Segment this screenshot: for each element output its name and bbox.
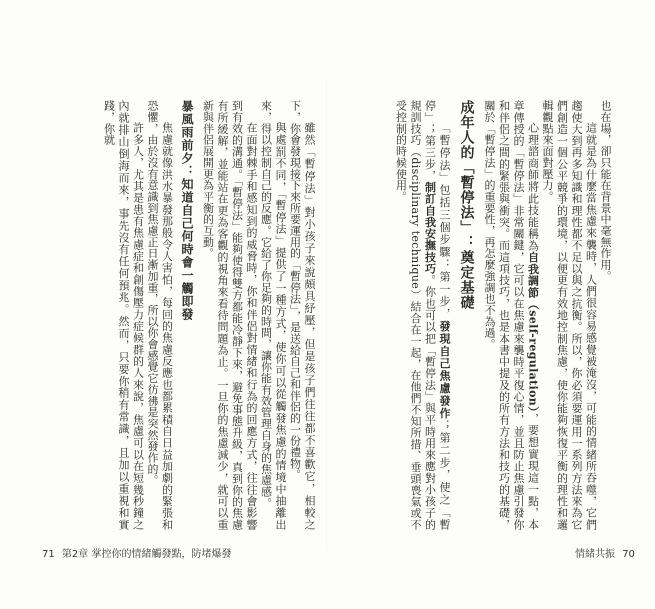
book-gutter xyxy=(326,80,327,550)
paragraph xyxy=(482,100,540,530)
right-page-footer xyxy=(575,545,639,560)
emphasis-term: 制訂自我安撫技巧 xyxy=(423,181,437,275)
page-number: 70 xyxy=(622,549,635,560)
left-page-footer xyxy=(38,545,231,560)
emphasis-term: 發現自己焦慮發作 xyxy=(438,320,451,420)
paragraph: 也在場，卻只能在背景中毫無作用。 xyxy=(599,100,612,282)
right-page-body xyxy=(328,100,612,530)
paragraph: 與處罰不同，「暫停法」提供了一種方式，使你可以從觸發焦慮的情境中抽離出來，得以控制自己的反應。它給了你足夠的時間，讓你能有效管理自身的焦慮感。 xyxy=(259,100,287,530)
paragraph: 這就是為什麼當焦慮來襲時，人們很容易感覺被淹沒，可能的情緒所吞噬，它們趨使大到再多知識和理性都不足以與之抗衡。所以，你必須要運用一系列方法來為它們創造一個公平競爭的環境，以便更有效地控制焦慮，使你能夠恢復平衡的理性和邏輯觀點來面對壓力。 xyxy=(541,100,598,530)
paragraph: 雖然「暫停法」對小孩子來說頗具紓壓，但是孩子們往往都不喜歡它，相較之下，你會發現接下來所要運用的「暫停法」，是送給自己和伴侶的一份禮物。 xyxy=(288,100,316,530)
paragraph xyxy=(393,100,451,530)
paragraph: 許多人，尤其是患有焦慮症和創傷壓力症候群的人來說，焦慮可以在短幾秒鐘之內就排山倒海而來，事先沒有任何預兆。然而，只要你稍有常識，且加以重視和實踐，你就 xyxy=(102,100,145,530)
left-page-body xyxy=(40,100,316,530)
text-run: ，要想實現這一點，本章傳授的「暫停法」非常關鍵，它可以在焦慮來襲時平復心情，並且防止焦慮引發你和伴侶之間的緊張與衝突。而這項技巧，也是本書中提及的所有方法和技巧的基礎，關於「暫停法」的重要性，再怎麼強調也不為過。 xyxy=(483,100,540,530)
chapter-title: 掌控你的情緒觸發點，防堵爆發 xyxy=(91,549,232,560)
paragraph: 在面對棘手和感知到的威脅時，你和伴侶對情緒和行為的回應方式，往往會影響到有效的溝通。「暫停法」能夠使得雙方都能冷靜下來，避免事態升級，真到你的焦慮有所緩解，並能站在更為客觀的視角來看待問題為止。一旦你的焦慮減少，就可以重新與伴侶展開更為平衡的互動。 xyxy=(201,100,258,530)
emphasis-term: 自我調節（self-regulation） xyxy=(526,251,540,413)
paragraph: 焦慮就像洪水暴發那般令人害怕，每回的焦慮反應也都累積自日益加劇的緊張和恐懼，由於沒有意識到焦慮正日漸加重，所以你會感覺它彷彿是突然發作的。 xyxy=(146,100,174,530)
section-heading: 暴風雨前夕：知道自己何時會一觸即發 xyxy=(180,100,194,321)
text-run: 「暫停法」包括三個步驟：第一步， xyxy=(438,122,451,321)
page-number: 71 xyxy=(42,549,55,560)
chapter-label: 第2章 xyxy=(61,549,89,560)
book-title: 情緒共振 xyxy=(575,549,615,560)
text-run: ；第二步，使之「暫停」；第三步， xyxy=(423,100,451,530)
section-heading: 成年人的「暫停法」：奠定基礎 xyxy=(458,100,475,310)
text-run: 。你也可以把「暫停法」與平時用來應對小孩子的規訓技巧（disciplinary technique）結合在一起，在他們不知所措、垂頭喪氣或不受控制的時候使用。 xyxy=(394,100,437,530)
text-run: 心理諮商師將此技能稱為 xyxy=(526,122,540,252)
